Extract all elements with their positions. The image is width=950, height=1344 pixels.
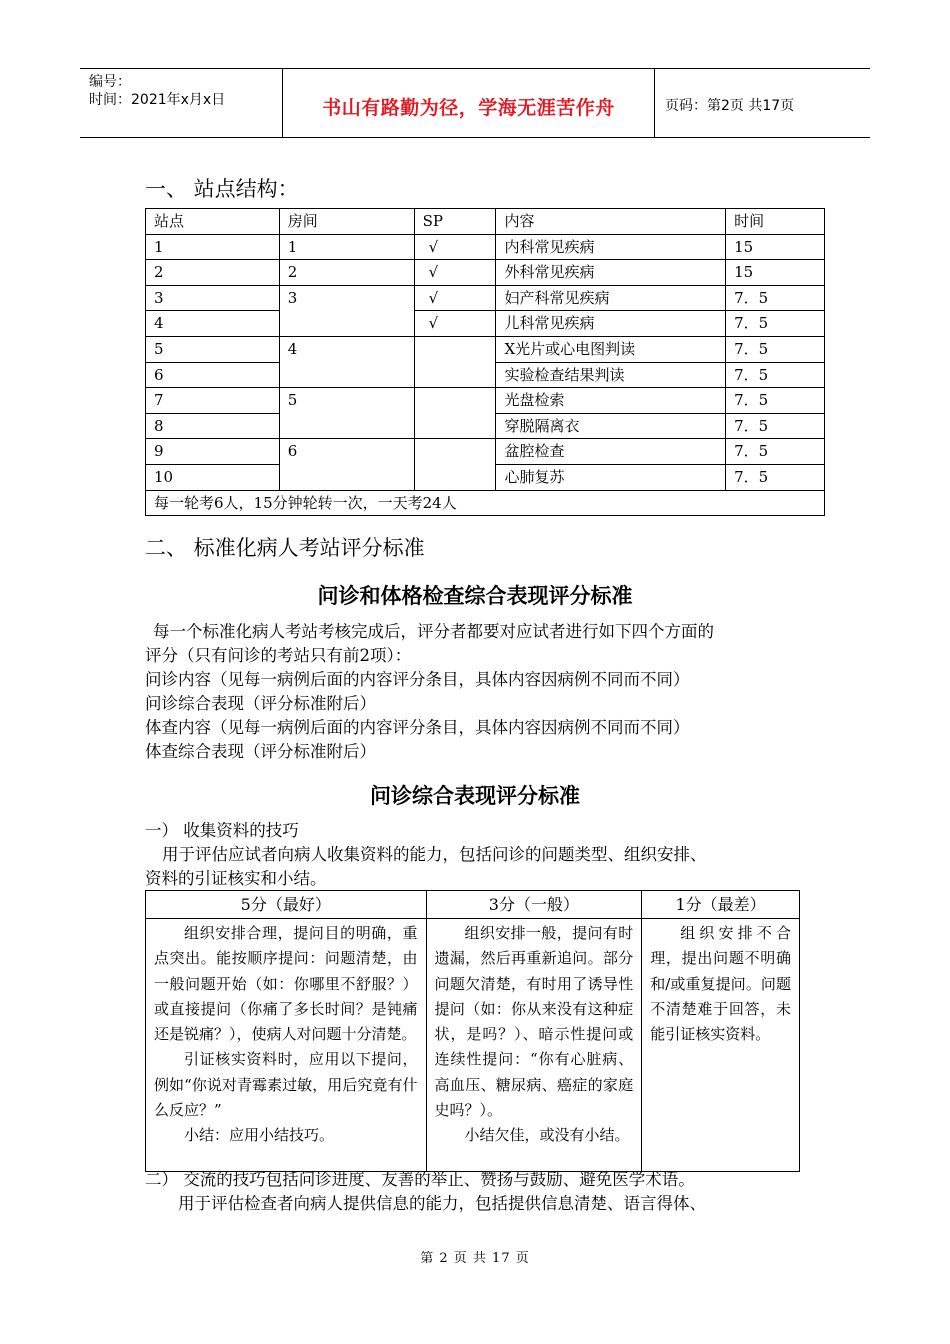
room-cell: 4 — [279, 336, 414, 387]
motto: 书山有路勤为径，学海无涯苦作舟 — [322, 97, 615, 119]
criteria-text: 引证核实资料时，应用以下提问，例如“你说对青霉素过敏，用后究竟有什么反应？” — [154, 1050, 418, 1120]
station-cell: 5 — [146, 336, 280, 362]
intro-item: 体查内容（见每一病例后面的内容评分条目，具体内容因病例不同而不同） — [145, 718, 690, 737]
part1-desc-line1: 用于评估应试者向病人收集资料的能力，包括问诊的问题类型、组织安排、 — [162, 845, 707, 864]
header-page-cell — [655, 69, 870, 137]
score-cell-average — [426, 919, 642, 1172]
time-cell: 15 — [726, 234, 825, 260]
time-cell: 7．5 — [726, 336, 825, 362]
intro-item: 问诊内容（见每一病例后面的内容评分条目，具体内容因病例不同而不同） — [145, 670, 690, 689]
station-cell: 4 — [146, 311, 280, 337]
room-cell: 5 — [279, 388, 414, 439]
room-cell: 2 — [279, 260, 414, 286]
col-header: 内容 — [496, 209, 726, 235]
score-cell-best — [146, 919, 427, 1172]
part1-desc-line2: 资料的引证核实和小结。 — [145, 869, 327, 888]
table-row — [146, 336, 825, 362]
intro-item: 体查综合表现（评分标准附后） — [145, 742, 376, 761]
room-cell: 6 — [279, 439, 414, 490]
station-table — [145, 208, 825, 516]
time-cell: 7．5 — [726, 439, 825, 465]
part2-heading: 二） 交流的技巧包括问诊进度、友善的举止、赞扬与鼓励、避免医学术语。 — [145, 1170, 695, 1189]
title-overall-scoring: 问诊和体格检查综合表现评分标准 — [317, 584, 633, 608]
table-row — [146, 285, 825, 311]
section2-heading: 二、 标准化病人考站评分标准 — [145, 536, 425, 560]
intro-line2: 评分（只有问诊的考站只有前2项）： — [145, 646, 412, 665]
criteria-text: 组织安排一般，提问有时遗漏，然后再重新追问。部分问题欠清楚，有时用了诱导性提问（如：你从来没有这种症状，是吗？）、暗示性提问或连续性提问：“你有心脏病、高血压、糖尿病、癌症的家庭史吗？）。 — [434, 924, 634, 1120]
time-cell: 7．5 — [726, 464, 825, 490]
sp-cell — [414, 388, 496, 439]
table-footer-note: 每一轮考6人，15分钟轮转一次，一天考24人 — [146, 490, 825, 516]
score-header-row — [146, 891, 800, 919]
content-cell: 内科常见疾病 — [496, 234, 726, 260]
content-cell: 光盘检索 — [496, 388, 726, 414]
score-header-average: 3分（一般） — [426, 891, 642, 919]
content-cell: 外科常见疾病 — [496, 260, 726, 286]
table-header-row — [146, 209, 825, 235]
score-header-worst: 1分（最差） — [642, 891, 800, 919]
time-cell: 7．5 — [726, 285, 825, 311]
content-cell: 穿脱隔离衣 — [496, 413, 726, 439]
col-header: 站点 — [146, 209, 280, 235]
part2-desc: 用于评估检查者向病人提供信息的能力，包括提供信息清楚、语言得体、 — [178, 1194, 706, 1213]
station-cell: 8 — [146, 413, 280, 439]
criteria-text: 小结：应用小结技巧。 — [184, 1126, 335, 1145]
score-cell-worst — [642, 919, 800, 1172]
score-table — [145, 890, 800, 1172]
station-cell: 10 — [146, 464, 280, 490]
content-cell: X光片或心电图判读 — [496, 336, 726, 362]
station-cell: 1 — [146, 234, 280, 260]
number-label: 编号： — [89, 74, 131, 90]
intro-line1: 每一个标准化病人考站考核完成后，评分者都要对应试者进行如下四个方面的 — [153, 622, 714, 641]
table-row — [146, 234, 825, 260]
table-row — [146, 311, 825, 337]
header-motto-cell — [283, 69, 655, 137]
part1-heading: 一） 收集资料的技巧 — [145, 821, 299, 840]
col-header: 时间 — [726, 209, 825, 235]
page-label: 页码：第2页 共17页 — [665, 98, 795, 114]
col-header: SP — [414, 209, 496, 235]
room-cell: 1 — [279, 234, 414, 260]
page-footer: 第 2 页 共 17 页 — [420, 1251, 530, 1266]
time-cell: 7．5 — [726, 413, 825, 439]
sp-cell: √ — [414, 234, 496, 260]
sp-cell — [414, 439, 496, 490]
table-row — [146, 439, 825, 465]
sp-cell: √ — [414, 260, 496, 286]
criteria-text: 组织安排合理，提问目的明确，重点突出。能按顺序提问：问题清楚，由一般问题开始（如：你哪里不舒服？）或直接提问（你痛了多长时间？是钝痛还是锐痛？），使病人对问题十分清楚。 — [154, 924, 418, 1044]
station-cell: 2 — [146, 260, 280, 286]
content-cell: 实验检查结果判读 — [496, 362, 726, 388]
time-cell: 7．5 — [726, 362, 825, 388]
station-cell: 6 — [146, 362, 280, 388]
time-cell: 15 — [726, 260, 825, 286]
content-cell: 盆腔检查 — [496, 439, 726, 465]
score-body-row — [146, 919, 800, 1172]
time-cell: 7．5 — [726, 311, 825, 337]
content-cell: 妇产科常见疾病 — [496, 285, 726, 311]
header-meta-cell — [80, 69, 283, 137]
title-inquiry-scoring: 问诊综合表现评分标准 — [370, 784, 580, 808]
page-header — [80, 68, 870, 138]
col-header: 房间 — [279, 209, 414, 235]
station-cell: 7 — [146, 388, 280, 414]
table-row — [146, 388, 825, 414]
intro-item: 问诊综合表现（评分标准附后） — [145, 694, 376, 713]
table-row — [146, 260, 825, 286]
room-cell: 3 — [279, 285, 414, 336]
content-cell: 儿科常见疾病 — [496, 311, 726, 337]
score-header-best: 5分（最好） — [146, 891, 427, 919]
criteria-text: 小结欠佳，或没有小结。 — [464, 1126, 630, 1145]
time-cell: 7．5 — [726, 388, 825, 414]
sp-cell: √ — [414, 311, 496, 337]
sp-cell: √ — [414, 285, 496, 311]
station-cell: 3 — [146, 285, 280, 311]
content-cell: 心肺复苏 — [496, 464, 726, 490]
station-cell: 9 — [146, 439, 280, 465]
section1-heading: 一、 站点结构： — [145, 177, 299, 201]
sp-cell — [414, 336, 496, 387]
criteria-text: 组织安排不合理，提出问题不明确和/或重复提问。问题不清楚难于回答，未能引证核实资料。 — [650, 924, 791, 1044]
time-label: 时间：2021年x月x日 — [89, 92, 226, 108]
table-footer-row — [146, 490, 825, 516]
